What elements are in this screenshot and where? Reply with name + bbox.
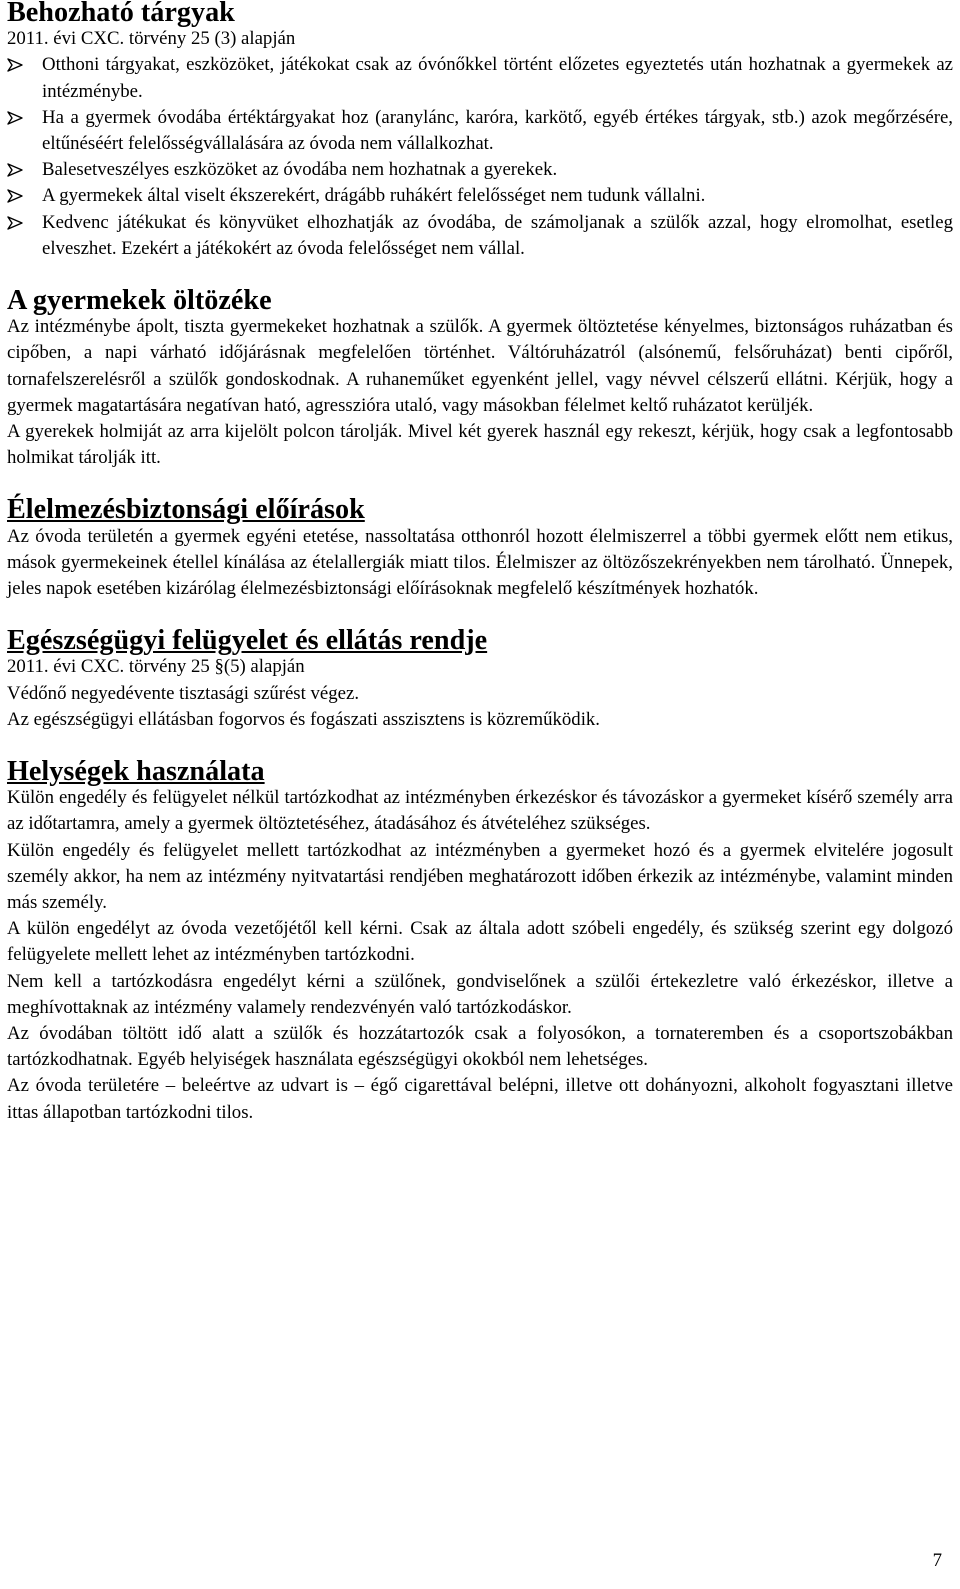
list-item <box>7 183 953 209</box>
list-item <box>7 157 953 183</box>
paragraph: Az óvoda területére – beleértve az udvart is – égő cigarettával belépni, illetve ott dohányozni, alkoholt fogyasztani illetve ittas állapotban tartózkodni tilos. <box>7 1075 953 1123</box>
bullet-list <box>7 52 953 262</box>
arrowhead-bullet-icon <box>7 58 23 72</box>
section-heading: Behozható tárgyak <box>7 0 235 28</box>
section-behozhato-targyak <box>7 0 953 262</box>
paragraph: Az intézménybe ápolt, tiszta gyermekeket hozhatnak a szülők. A gyermek öltöztetése kényelmes, biztonságos ruházatban és cipőben, a napi várható időjárásnak megfelelően történhet. Váltóruházatról (alsónemű, felsőruházat) benti cipőről, tornafelszerelésről a szülők gondoskodnak. A ruhaneműket egyenként jellel, vagy névvel célszerű ellátni. Kérjük, hogy a gyermek magatartására negatívan ható, agresszióra utaló, vagy másokban félelmet keltő ruházatot kerüljék. <box>7 316 953 416</box>
section-elelmezesbiztonsag <box>7 494 953 602</box>
section-heading: Élelmezésbiztonsági előírások <box>7 494 365 526</box>
paragraph: Külön engedély és felügyelet mellett tartózkodhat az intézményben a gyermeket hozó és a gyermek elvitelére jogosult személy akkor, ha nem az intézmény nyitvatartási rendjében meghatározott időben érkezik az intézménybe, valamint minden más személy. <box>7 839 953 914</box>
paragraph: Nem kell a tartózkodásra engedélyt kérni a szülőnek, gondviselőnek a szülői értekezletre való érkezéskor, illetve a meghívottaknak az intézmény valamely rendezvényén való tartózkodáskor. <box>7 970 953 1018</box>
paragraph: Az óvoda területén a gyermek egyéni etetése, nassoltatása otthonról hozott élelmiszerrel a többi gyermek előtt nem etikus, mások gyermekeinek étellel kínálása az ételallergiák miatt tilos. Élelmiszer az öltözőszekrényekben nem tárolható. Ünnepek, jeles napok esetében kizárólag élelmezésbiztonsági előírásoknak megfelelő készítmények hozhatók. <box>7 525 953 600</box>
list-item-text: Balesetveszélyes eszközöket az óvodába nem hozhatnak a gyerekek. <box>42 159 558 181</box>
paragraph: A gyerekek holmiját az arra kijelölt polcon tárolják. Mivel két gyerek használ egy rekeszt, kérjük, hogy csak a legfontosabb holmikat tárolják itt. <box>7 421 953 469</box>
list-item-text: Ha a gyermek óvodába értéktárgyakat hoz (aranylánc, karóra, karkötő, egyéb értékes tárgyak, stb.) azok megőrzésére, eltűnéséért felelősségvállalására az óvoda nem vállalkozhat. <box>42 106 953 154</box>
list-item-text: Kedvenc játékukat és könyvüket elhozhatják az óvodába, de számoljanak a szülők azzal, hogy elromolhat, esetleg elveszhet. Ezekért a játékokért az óvoda felelősséget nem vállal. <box>42 211 953 259</box>
list-item <box>7 52 953 104</box>
arrowhead-bullet-icon <box>7 189 23 203</box>
paragraph: A külön engedélyt az óvoda vezetőjétől kell kérni. Csak az általa adott szóbeli engedély, és szükség szerint egy dolgozó felügyelete mellett lehet az intézményben tartózkodni. <box>7 918 953 966</box>
paragraph: Külön engedély és felügyelet nélkül tartózkodhat az intézményben érkezéskor és távozáskor a gyermeket kísérő személy arra az időtartamra, amely a gyermek öltöztetéséhez, átadásához és átvételéhez szükséges. <box>7 787 953 835</box>
page-number: 7 <box>932 1550 942 1571</box>
section-egeszsegugyi-felugyelet <box>7 625 953 733</box>
arrowhead-bullet-icon <box>7 111 23 125</box>
document-page <box>7 0 953 1126</box>
paragraph: Az óvodában töltött idő alatt a szülők és hozzátartozók csak a folyosókon, a tornateremben és a csoportszobákban tartózkodhatnak. Egyéb helyiségek használata egészségügyi okokból nem lehetséges. <box>7 1023 953 1071</box>
list-item-text: Otthoni tárgyakat, eszközöket, játékokat csak az óvónőkkel történt előzetes egyeztetés után hozhatnak a gyermekek az intézménybe. <box>42 54 953 102</box>
arrowhead-bullet-icon <box>7 163 23 177</box>
paragraph: Védőnő negyedévente tisztasági szűrést végez. <box>7 682 360 704</box>
section-heading: Egészségügyi felügyelet és ellátás rendje <box>7 625 488 657</box>
list-item <box>7 105 953 157</box>
section-helysegek-hasznalata <box>7 756 953 1126</box>
list-item <box>7 210 953 262</box>
paragraph: Az egészségügyi ellátásban fogorvos és fogászati asszisztens is közreműködik. <box>7 708 601 730</box>
section-gyermekek-oltozeke <box>7 285 953 471</box>
section-heading: A gyermekek öltözéke <box>7 285 272 317</box>
arrowhead-bullet-icon <box>7 216 23 230</box>
law-reference: 2011. évi CXC. törvény 25 (3) alapján <box>7 28 296 50</box>
list-item-text: A gyermekek által viselt ékszerekért, drágább ruhákért felelősséget nem tudunk vállalni. <box>42 185 706 207</box>
section-heading: Helységek használata <box>7 756 265 788</box>
law-reference: 2011. évi CXC. törvény 25 §(5) alapján <box>7 656 305 678</box>
